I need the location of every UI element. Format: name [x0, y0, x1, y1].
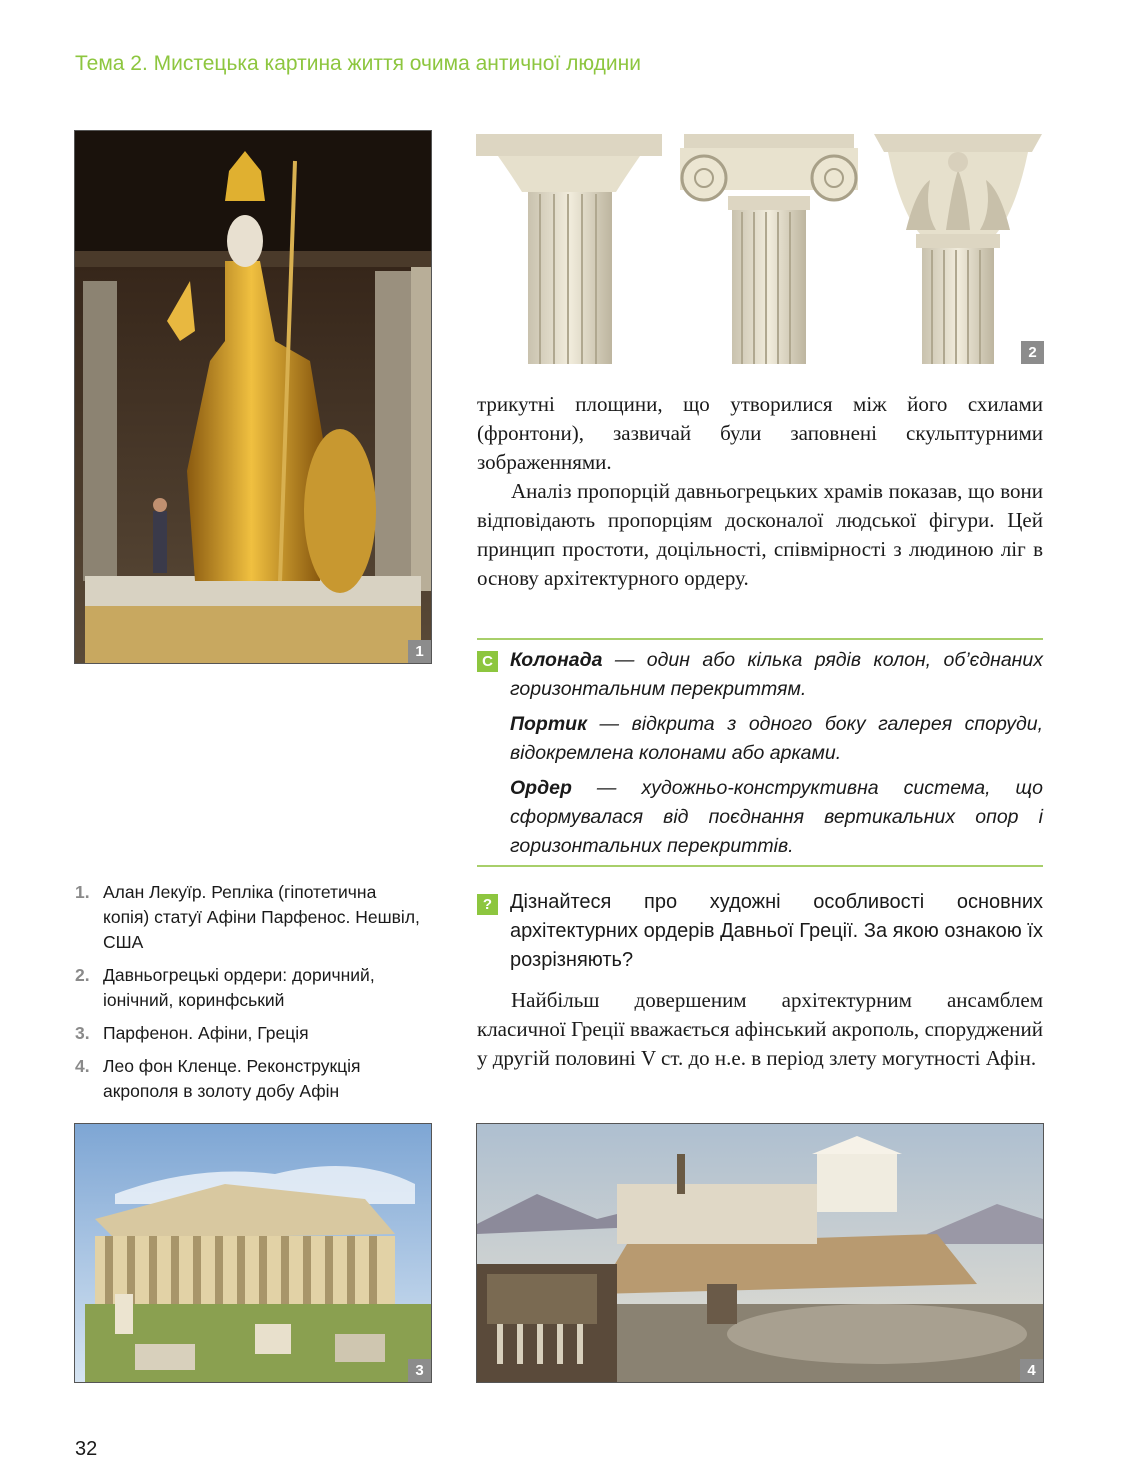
column-orders-illustration	[476, 130, 1044, 364]
athena-statue-image	[74, 130, 432, 664]
definitions-block	[510, 646, 1043, 867]
divider-bottom	[477, 865, 1043, 867]
term-order: Ордер	[510, 777, 572, 799]
athena-statue-illustration	[75, 131, 431, 663]
definition-portico	[510, 710, 1043, 768]
term-colonnade: Колонада	[510, 649, 603, 671]
divider-top	[477, 638, 1043, 640]
figure-captions	[75, 880, 425, 1112]
caption-text: Давньогрецькі ордери: доричний, іонічний, коринфський	[103, 965, 375, 1010]
caption-text: Лео фон Кленце. Реконструкція акрополя в золоту добу Афін	[103, 1056, 361, 1101]
definition-order-text: — художньо-конструктивна система, що сформувалася від поєднання вертикальних опор і горизонтальних перекриттів.	[510, 777, 1043, 857]
paragraph-acropolis: Найбільш довершеним архітектурним ансамблем класичної Греції вважається афінський акрополь, споруджений у другій половині V ст. до н.е. в період злету могутності Афін.	[477, 988, 1043, 1070]
definition-colonnade	[510, 646, 1043, 704]
figure-number-badge: 1	[408, 640, 431, 663]
body-text-lower	[477, 986, 1043, 1073]
question-marker-icon: ?	[477, 894, 498, 915]
definitions-marker-icon: С	[477, 651, 498, 672]
acropolis-reconstruction-illustration	[477, 1124, 1043, 1382]
figure-number-badge: 3	[408, 1359, 431, 1382]
definition-portico-text: — відкрита з одного боку галерея споруди, відокремлена колонами або арками.	[510, 713, 1043, 764]
body-text-upper	[477, 390, 1043, 593]
caption-number: 1.	[75, 882, 90, 902]
figure-number-badge: 4	[1020, 1359, 1043, 1382]
caption-number: 3.	[75, 1023, 90, 1043]
paragraph-proportions: Аналіз пропорцій давньогрецьких храмів показав, що вони відповідають пропорціям досконалої людської фігури. Цей принцип простоти, доцільності, співмірності з людиною ліг в основу архітектурного ордеру.	[477, 479, 1043, 590]
parthenon-illustration	[75, 1124, 431, 1382]
figure-number-badge: 2	[1021, 341, 1044, 364]
parthenon-image	[74, 1123, 432, 1383]
caption-item	[75, 963, 425, 1013]
term-portico: Портик	[510, 713, 587, 735]
column-orders-image	[476, 130, 1044, 364]
question-text: Дізнайтеся про художні особливості основних архітектурних ордерів Давньої Греції. За якою ознакою їх розрізняють?	[510, 891, 1043, 971]
caption-text: Алан Лекуїр. Репліка (гіпотетична копія) статуї Афіни Парфенос. Нешвіл, США	[103, 882, 420, 952]
definition-colonnade-text: — один або кілька рядів колон, об’єднаних горизонтальним перекриттям.	[510, 649, 1043, 700]
page-header-title: Тема 2. Мистецька картина життя очима античної людини	[75, 52, 641, 75]
caption-text: Парфенон. Афіни, Греція	[103, 1023, 309, 1043]
paragraph-continuation: трикутні площини, що утворилися між його схилами (фронтони), зазвичай були заповнені скульптурними зображеннями.	[477, 392, 1043, 474]
acropolis-reconstruction-image	[476, 1123, 1044, 1383]
page-number: 32	[75, 1438, 98, 1460]
caption-number: 2.	[75, 965, 90, 985]
caption-number: 4.	[75, 1056, 90, 1076]
caption-item	[75, 880, 425, 955]
caption-item	[75, 1021, 425, 1046]
definition-order	[510, 774, 1043, 861]
caption-item	[75, 1054, 425, 1104]
